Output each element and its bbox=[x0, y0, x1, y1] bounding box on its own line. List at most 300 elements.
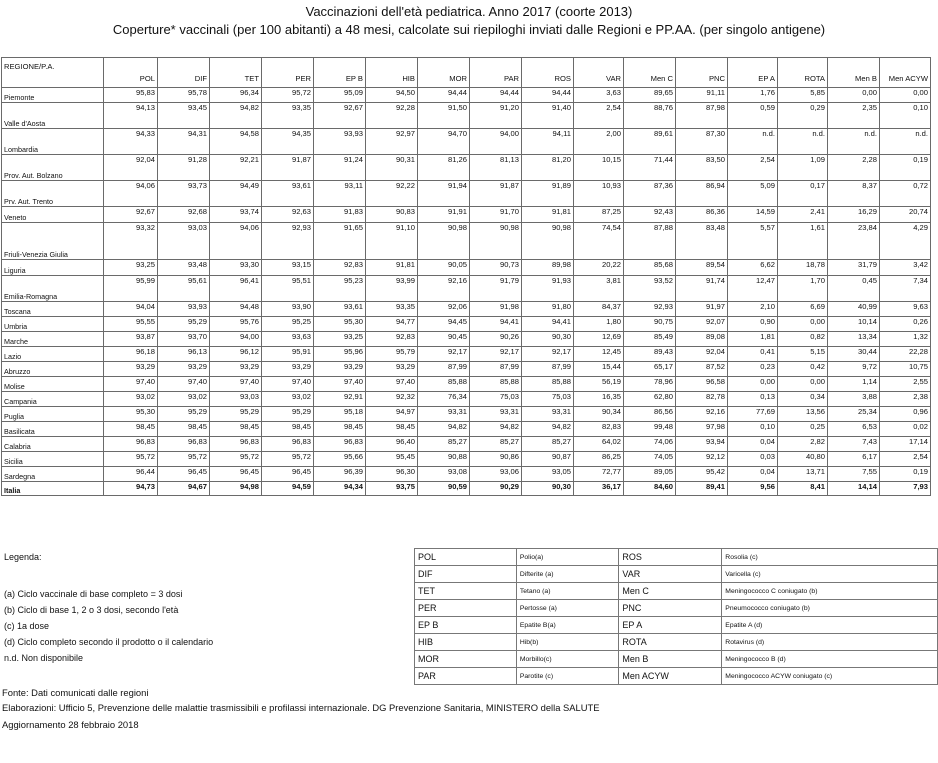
coverage-value-cell: 94,44 bbox=[470, 88, 522, 103]
coverage-value-cell: 2,28 bbox=[828, 155, 880, 181]
coverage-value-cell: 23,84 bbox=[828, 223, 880, 260]
coverage-value-cell: 88,76 bbox=[624, 103, 676, 129]
column-header: PNC bbox=[676, 58, 728, 88]
coverage-value-cell: 95,76 bbox=[210, 317, 262, 332]
coverage-value-cell: 89,08 bbox=[676, 332, 728, 347]
legend-abbreviation: Men B bbox=[619, 651, 722, 668]
coverage-value-cell: 93,31 bbox=[418, 407, 470, 422]
table-row bbox=[2, 260, 931, 276]
column-header: Men ACYW bbox=[880, 58, 931, 88]
coverage-value-cell: 96,45 bbox=[210, 467, 262, 482]
column-header: ROS bbox=[522, 58, 574, 88]
coverage-value-cell: 94,77 bbox=[366, 317, 418, 332]
legend-row bbox=[415, 634, 938, 651]
coverage-value-cell: 96,44 bbox=[104, 467, 158, 482]
coverage-value-cell: 94,34 bbox=[314, 482, 366, 496]
coverage-value-cell: 93,02 bbox=[158, 392, 210, 407]
coverage-value-cell: 91,20 bbox=[470, 103, 522, 129]
coverage-value-cell: 91,87 bbox=[470, 181, 522, 207]
coverage-value-cell: 94,59 bbox=[262, 482, 314, 496]
coverage-value-cell: 94,41 bbox=[470, 317, 522, 332]
coverage-value-cell: 99,48 bbox=[624, 422, 676, 437]
coverage-value-cell: 83,48 bbox=[676, 223, 728, 260]
table-row bbox=[2, 317, 931, 332]
coverage-value-cell: 72,77 bbox=[574, 467, 624, 482]
coverage-value-cell: 91,87 bbox=[262, 155, 314, 181]
legend-description: Epatite A (d) bbox=[722, 617, 938, 634]
table-row bbox=[2, 377, 931, 392]
coverage-value-cell: 93,02 bbox=[104, 392, 158, 407]
coverage-value-cell: 8,41 bbox=[778, 482, 828, 496]
region-name-cell: Emilia-Romagna bbox=[2, 276, 104, 302]
coverage-value-cell: 92,67 bbox=[104, 207, 158, 223]
coverage-value-cell: 95,30 bbox=[314, 317, 366, 332]
coverage-value-cell: 4,29 bbox=[880, 223, 931, 260]
coverage-value-cell: 93,29 bbox=[262, 362, 314, 377]
coverage-value-cell: 94,44 bbox=[522, 88, 574, 103]
coverage-value-cell: 91,83 bbox=[314, 207, 366, 223]
coverage-value-cell: 92,68 bbox=[158, 207, 210, 223]
region-name-cell: Basilicata bbox=[2, 422, 104, 437]
coverage-value-cell: 0,19 bbox=[880, 155, 931, 181]
coverage-value-cell: 9,63 bbox=[880, 302, 931, 317]
coverage-value-cell: 91,11 bbox=[676, 88, 728, 103]
coverage-value-cell: 93,63 bbox=[262, 332, 314, 347]
coverage-value-cell: 94,41 bbox=[522, 317, 574, 332]
coverage-value-cell: 96,45 bbox=[158, 467, 210, 482]
coverage-value-cell: 77,69 bbox=[728, 407, 778, 422]
coverage-value-cell: 95,91 bbox=[262, 347, 314, 362]
table-row bbox=[2, 362, 931, 377]
coverage-value-cell: 93,29 bbox=[314, 362, 366, 377]
coverage-value-cell: 93,93 bbox=[314, 129, 366, 155]
coverage-value-cell: 0,82 bbox=[778, 332, 828, 347]
legend-abbreviation: Men ACYW bbox=[619, 668, 722, 685]
coverage-value-cell: 96,12 bbox=[210, 347, 262, 362]
coverage-value-cell: 89,05 bbox=[624, 467, 676, 482]
coverage-value-cell: 95,30 bbox=[104, 407, 158, 422]
legend-row bbox=[415, 583, 938, 600]
coverage-value-cell: 75,03 bbox=[470, 392, 522, 407]
legend-description: Polio(a) bbox=[516, 549, 619, 566]
coverage-value-cell: 93,35 bbox=[366, 302, 418, 317]
coverage-value-cell: 95,18 bbox=[314, 407, 366, 422]
coverage-value-cell: 93,90 bbox=[262, 302, 314, 317]
coverage-value-cell: 0,10 bbox=[728, 422, 778, 437]
coverage-value-cell: 91,93 bbox=[522, 276, 574, 302]
table-row bbox=[2, 347, 931, 362]
coverage-value-cell: 93,32 bbox=[104, 223, 158, 260]
coverage-value-cell: 7,93 bbox=[880, 482, 931, 496]
coverage-value-cell: 92,17 bbox=[418, 347, 470, 362]
region-name-cell: Umbria bbox=[2, 317, 104, 332]
coverage-value-cell: 92,67 bbox=[314, 103, 366, 129]
coverage-value-cell: 92,06 bbox=[418, 302, 470, 317]
table-row bbox=[2, 422, 931, 437]
coverage-value-cell: 92,83 bbox=[314, 260, 366, 276]
coverage-value-cell: 5,85 bbox=[778, 88, 828, 103]
coverage-value-cell: 92,04 bbox=[104, 155, 158, 181]
coverage-value-cell: 90,31 bbox=[366, 155, 418, 181]
coverage-value-cell: 93,48 bbox=[158, 260, 210, 276]
coverage-value-cell: 2,54 bbox=[880, 452, 931, 467]
column-header: TET bbox=[210, 58, 262, 88]
column-header: EP A bbox=[728, 58, 778, 88]
coverage-value-cell: 94,48 bbox=[210, 302, 262, 317]
coverage-value-cell: 56,19 bbox=[574, 377, 624, 392]
coverage-value-cell: 97,40 bbox=[262, 377, 314, 392]
region-name-cell: Marche bbox=[2, 332, 104, 347]
legend-note-b: (b) Ciclo di base 1, 2 o 3 dosi, secondo l'età bbox=[4, 605, 179, 615]
coverage-value-cell: 1,81 bbox=[728, 332, 778, 347]
coverage-value-cell: 87,99 bbox=[418, 362, 470, 377]
coverage-value-cell: 94,45 bbox=[418, 317, 470, 332]
coverage-value-cell: 14,14 bbox=[828, 482, 880, 496]
coverage-value-cell: 97,40 bbox=[158, 377, 210, 392]
coverage-value-cell: 93,29 bbox=[104, 362, 158, 377]
coverage-value-cell: 10,14 bbox=[828, 317, 880, 332]
coverage-value-cell: 92,83 bbox=[366, 332, 418, 347]
coverage-value-cell: 96,30 bbox=[366, 467, 418, 482]
legend-description: Hib(b) bbox=[516, 634, 619, 651]
coverage-value-cell: 85,68 bbox=[624, 260, 676, 276]
coverage-value-cell: 1,61 bbox=[778, 223, 828, 260]
coverage-value-cell: 95,96 bbox=[314, 347, 366, 362]
coverage-value-cell: 89,65 bbox=[624, 88, 676, 103]
coverage-value-cell: 93,99 bbox=[366, 276, 418, 302]
legend-abbreviation: ROTA bbox=[619, 634, 722, 651]
coverage-value-cell: 85,88 bbox=[522, 377, 574, 392]
table-row bbox=[2, 482, 931, 496]
coverage-value-cell: 8,37 bbox=[828, 181, 880, 207]
coverage-value-cell: 74,05 bbox=[624, 452, 676, 467]
column-header-region: REGIONE/P.A. bbox=[2, 58, 104, 88]
coverage-value-cell: 94,50 bbox=[366, 88, 418, 103]
coverage-value-cell: 36,17 bbox=[574, 482, 624, 496]
coverage-value-cell: 91,74 bbox=[676, 276, 728, 302]
page-title: Vaccinazioni dell'età pediatrica. Anno 2017 (coorte 2013) bbox=[305, 4, 633, 19]
column-header: POL bbox=[104, 58, 158, 88]
coverage-value-cell: 95,66 bbox=[314, 452, 366, 467]
coverage-value-cell: 95,42 bbox=[676, 467, 728, 482]
table-row bbox=[2, 467, 931, 482]
coverage-value-cell: 1,32 bbox=[880, 332, 931, 347]
coverage-value-cell: 94,04 bbox=[104, 302, 158, 317]
region-name-cell: Sardegna bbox=[2, 467, 104, 482]
coverage-value-cell: 16,35 bbox=[574, 392, 624, 407]
coverage-value-cell: 94,00 bbox=[470, 129, 522, 155]
coverage-value-cell: 93,87 bbox=[104, 332, 158, 347]
coverage-value-cell: 0,00 bbox=[778, 377, 828, 392]
coverage-value-cell: 90,87 bbox=[522, 452, 574, 467]
coverage-value-cell: 94,06 bbox=[104, 181, 158, 207]
coverage-value-cell: 0,90 bbox=[728, 317, 778, 332]
region-name-cell: Puglia bbox=[2, 407, 104, 422]
region-name-cell: Prov. Aut. Bolzano bbox=[2, 155, 104, 181]
coverage-value-cell: 17,14 bbox=[880, 437, 931, 452]
coverage-value-cell: n.d. bbox=[880, 129, 931, 155]
legend-description: Morbillo(c) bbox=[516, 651, 619, 668]
legend-abbreviation: EP A bbox=[619, 617, 722, 634]
coverage-value-cell: 91,65 bbox=[314, 223, 366, 260]
coverage-value-cell: 94,70 bbox=[418, 129, 470, 155]
coverage-value-cell: 0,04 bbox=[728, 467, 778, 482]
coverage-value-cell: 93,25 bbox=[314, 332, 366, 347]
coverage-value-cell: 13,56 bbox=[778, 407, 828, 422]
legend-label: Legenda: bbox=[4, 552, 42, 562]
coverage-value-cell: 95,55 bbox=[104, 317, 158, 332]
coverage-value-cell: 93,03 bbox=[210, 392, 262, 407]
coverage-value-cell: 91,91 bbox=[418, 207, 470, 223]
coverage-value-cell: 92,32 bbox=[366, 392, 418, 407]
coverage-value-cell: 93,61 bbox=[314, 302, 366, 317]
coverage-value-cell: 94,97 bbox=[366, 407, 418, 422]
table-row bbox=[2, 181, 931, 207]
coverage-value-cell: 0,00 bbox=[880, 88, 931, 103]
coverage-value-cell: 0,96 bbox=[880, 407, 931, 422]
coverage-value-cell: 74,54 bbox=[574, 223, 624, 260]
table-header-row bbox=[2, 58, 931, 88]
table-row bbox=[2, 207, 931, 223]
region-name-cell: Veneto bbox=[2, 207, 104, 223]
column-header: VAR bbox=[574, 58, 624, 88]
coverage-value-cell: 92,91 bbox=[314, 392, 366, 407]
legend-abbreviation: PAR bbox=[415, 668, 517, 685]
coverage-value-cell: 7,43 bbox=[828, 437, 880, 452]
region-name-cell: Liguria bbox=[2, 260, 104, 276]
column-header: Men B bbox=[828, 58, 880, 88]
coverage-value-cell: 96,83 bbox=[158, 437, 210, 452]
coverage-value-cell: 94,44 bbox=[418, 88, 470, 103]
legend-description: Parotite (c) bbox=[516, 668, 619, 685]
coverage-value-cell: 86,36 bbox=[676, 207, 728, 223]
coverage-value-cell: 1,14 bbox=[828, 377, 880, 392]
coverage-value-cell: 98,45 bbox=[158, 422, 210, 437]
coverage-value-cell: 84,60 bbox=[624, 482, 676, 496]
coverage-value-cell: 93,02 bbox=[262, 392, 314, 407]
coverage-value-cell: 2,35 bbox=[828, 103, 880, 129]
coverage-value-cell: 97,98 bbox=[676, 422, 728, 437]
coverage-value-cell: 3,81 bbox=[574, 276, 624, 302]
coverage-value-cell: 92,28 bbox=[366, 103, 418, 129]
table-row bbox=[2, 223, 931, 260]
legend-abbreviation: EP B bbox=[415, 617, 517, 634]
legend-description: Pneumococco coniugato (b) bbox=[722, 600, 938, 617]
coverage-value-cell: 94,82 bbox=[210, 103, 262, 129]
coverage-value-cell: 2,82 bbox=[778, 437, 828, 452]
coverage-value-cell: 86,56 bbox=[624, 407, 676, 422]
coverage-value-cell: 95,61 bbox=[158, 276, 210, 302]
coverage-value-cell: 95,51 bbox=[262, 276, 314, 302]
coverage-value-cell: 94,82 bbox=[418, 422, 470, 437]
coverage-value-cell: 85,27 bbox=[522, 437, 574, 452]
coverage-value-cell: 93,11 bbox=[314, 181, 366, 207]
coverage-value-cell: n.d. bbox=[728, 129, 778, 155]
coverage-value-cell: 90,98 bbox=[418, 223, 470, 260]
coverage-value-cell: 85,49 bbox=[624, 332, 676, 347]
coverage-value-cell: 6,53 bbox=[828, 422, 880, 437]
coverage-value-cell: 93,05 bbox=[522, 467, 574, 482]
coverage-value-cell: 96,39 bbox=[314, 467, 366, 482]
coverage-value-cell: 93,52 bbox=[624, 276, 676, 302]
table-row bbox=[2, 276, 931, 302]
coverage-value-cell: 18,78 bbox=[778, 260, 828, 276]
region-name-cell: Abruzzo bbox=[2, 362, 104, 377]
coverage-value-cell: 91,94 bbox=[418, 181, 470, 207]
coverage-value-cell: 84,37 bbox=[574, 302, 624, 317]
coverage-value-cell: 2,00 bbox=[574, 129, 624, 155]
coverage-value-cell: 90,75 bbox=[624, 317, 676, 332]
coverage-value-cell: 5,57 bbox=[728, 223, 778, 260]
coverage-value-cell: 94,82 bbox=[522, 422, 574, 437]
legend-abbreviation: MOR bbox=[415, 651, 517, 668]
coverage-value-cell: 98,45 bbox=[314, 422, 366, 437]
coverage-value-cell: 98,45 bbox=[104, 422, 158, 437]
coverage-value-cell: 94,49 bbox=[210, 181, 262, 207]
coverage-value-cell: 95,78 bbox=[158, 88, 210, 103]
coverage-value-cell: 65,17 bbox=[624, 362, 676, 377]
coverage-value-cell: 98,45 bbox=[262, 422, 314, 437]
coverage-value-cell: 2,54 bbox=[728, 155, 778, 181]
coverage-value-cell: 92,43 bbox=[624, 207, 676, 223]
coverage-value-cell: 93,45 bbox=[158, 103, 210, 129]
coverage-value-cell: 96,83 bbox=[314, 437, 366, 452]
coverage-value-cell: 87,98 bbox=[676, 103, 728, 129]
coverage-value-cell: 85,27 bbox=[418, 437, 470, 452]
coverage-value-cell: 92,63 bbox=[262, 207, 314, 223]
coverage-value-cell: 85,27 bbox=[470, 437, 522, 452]
coverage-value-cell: 76,34 bbox=[418, 392, 470, 407]
region-name-cell: Valle d'Aosta bbox=[2, 103, 104, 129]
coverage-value-cell: 95,72 bbox=[262, 452, 314, 467]
coverage-value-cell: 96,83 bbox=[210, 437, 262, 452]
coverage-value-cell: 64,02 bbox=[574, 437, 624, 452]
coverage-value-cell: 91,24 bbox=[314, 155, 366, 181]
coverage-value-cell: 93,29 bbox=[210, 362, 262, 377]
coverage-value-cell: 91,40 bbox=[522, 103, 574, 129]
coverage-value-cell: 22,28 bbox=[880, 347, 931, 362]
footer-updated: Aggiornamento 28 febbraio 2018 bbox=[2, 719, 139, 730]
coverage-value-cell: 98,45 bbox=[366, 422, 418, 437]
coverage-value-cell: 98,45 bbox=[210, 422, 262, 437]
coverage-value-cell: 94,82 bbox=[470, 422, 522, 437]
region-name-cell: Friuli-Venezia Giulia bbox=[2, 223, 104, 260]
column-header: Men C bbox=[624, 58, 676, 88]
coverage-value-cell: 0,02 bbox=[880, 422, 931, 437]
coverage-value-cell: 10,15 bbox=[574, 155, 624, 181]
coverage-value-cell: 13,34 bbox=[828, 332, 880, 347]
coverage-value-cell: 90,83 bbox=[366, 207, 418, 223]
coverage-value-cell: 12,47 bbox=[728, 276, 778, 302]
coverage-value-cell: n.d. bbox=[828, 129, 880, 155]
footer-source: Fonte: Dati comunicati dalle regioni bbox=[2, 687, 149, 698]
coverage-value-cell: 3,88 bbox=[828, 392, 880, 407]
coverage-value-cell: 20,74 bbox=[880, 207, 931, 223]
region-name-cell: Lombardia bbox=[2, 129, 104, 155]
coverage-value-cell: 96,40 bbox=[366, 437, 418, 452]
coverage-value-cell: 89,98 bbox=[522, 260, 574, 276]
table-row bbox=[2, 129, 931, 155]
legend-abbreviation: POL bbox=[415, 549, 517, 566]
coverage-value-cell: 93,30 bbox=[210, 260, 262, 276]
coverage-value-cell: 93,06 bbox=[470, 467, 522, 482]
legend-abbreviation: PER bbox=[415, 600, 517, 617]
coverage-value-cell: 0,00 bbox=[828, 88, 880, 103]
coverage-value-cell: 93,31 bbox=[522, 407, 574, 422]
coverage-value-cell: 92,17 bbox=[470, 347, 522, 362]
coverage-value-cell: 74,06 bbox=[624, 437, 676, 452]
region-name-cell: Lazio bbox=[2, 347, 104, 362]
coverage-value-cell: 92,12 bbox=[676, 452, 728, 467]
coverage-value-cell: 94,73 bbox=[104, 482, 158, 496]
table-row bbox=[2, 437, 931, 452]
region-name-cell: Campania bbox=[2, 392, 104, 407]
coverage-value-cell: 92,93 bbox=[624, 302, 676, 317]
coverage-value-cell: 93,25 bbox=[104, 260, 158, 276]
coverage-value-cell: 87,99 bbox=[522, 362, 574, 377]
coverage-value-cell: 92,21 bbox=[210, 155, 262, 181]
region-name-cell: Piemonte bbox=[2, 88, 104, 103]
column-header: DIF bbox=[158, 58, 210, 88]
legend-description: Meningococco B (d) bbox=[722, 651, 938, 668]
coverage-value-cell: 0,42 bbox=[778, 362, 828, 377]
coverage-value-cell: 2,54 bbox=[574, 103, 624, 129]
coverage-value-cell: 89,54 bbox=[676, 260, 728, 276]
legend-row bbox=[415, 549, 938, 566]
region-name-cell: Italia bbox=[2, 482, 104, 496]
coverage-value-cell: 95,72 bbox=[262, 88, 314, 103]
legend-description: Rotavirus (d) bbox=[722, 634, 938, 651]
coverage-value-cell: 5,15 bbox=[778, 347, 828, 362]
legend-note-c: (c) 1a dose bbox=[4, 621, 50, 631]
coverage-value-cell: 9,56 bbox=[728, 482, 778, 496]
coverage-value-cell: 81,26 bbox=[418, 155, 470, 181]
coverage-value-cell: 95,45 bbox=[366, 452, 418, 467]
table-row bbox=[2, 392, 931, 407]
coverage-value-cell: 40,80 bbox=[778, 452, 828, 467]
coverage-value-cell: 96,13 bbox=[158, 347, 210, 362]
coverage-value-cell: 96,83 bbox=[262, 437, 314, 452]
coverage-value-cell: 90,45 bbox=[418, 332, 470, 347]
coverage-value-cell: 0,00 bbox=[728, 377, 778, 392]
coverage-value-cell: 94,13 bbox=[104, 103, 158, 129]
legend-abbreviation: PNC bbox=[619, 600, 722, 617]
legend-abbreviation: HIB bbox=[415, 634, 517, 651]
coverage-value-cell: 3,42 bbox=[880, 260, 931, 276]
region-name-cell: Toscana bbox=[2, 302, 104, 317]
coverage-value-cell: 85,88 bbox=[418, 377, 470, 392]
coverage-value-cell: 95,29 bbox=[158, 317, 210, 332]
coverage-value-cell: 7,55 bbox=[828, 467, 880, 482]
coverage-value-cell: 0,00 bbox=[778, 317, 828, 332]
coverage-value-cell: 75,03 bbox=[522, 392, 574, 407]
coverage-value-cell: 89,61 bbox=[624, 129, 676, 155]
coverage-value-cell: 82,78 bbox=[676, 392, 728, 407]
coverage-value-cell: 95,79 bbox=[366, 347, 418, 362]
legend-row bbox=[415, 566, 938, 583]
coverage-value-cell: 96,83 bbox=[104, 437, 158, 452]
region-name-cell: Sicilia bbox=[2, 452, 104, 467]
coverage-value-cell: 92,07 bbox=[676, 317, 728, 332]
coverage-value-cell: 92,16 bbox=[418, 276, 470, 302]
legend-description: Meningococco ACYW coniugato (c) bbox=[722, 668, 938, 685]
coverage-value-cell: 90,86 bbox=[470, 452, 522, 467]
coverage-value-cell: 95,09 bbox=[314, 88, 366, 103]
coverage-value-cell: 90,98 bbox=[470, 223, 522, 260]
coverage-value-cell: 2,55 bbox=[880, 377, 931, 392]
column-header: HIB bbox=[366, 58, 418, 88]
coverage-value-cell: 14,59 bbox=[728, 207, 778, 223]
